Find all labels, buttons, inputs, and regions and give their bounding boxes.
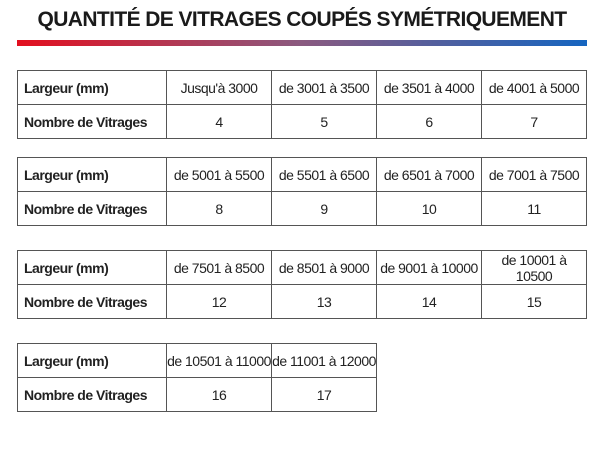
- width-range-cell: de 10501 à 11000: [167, 344, 272, 378]
- width-range-cell: de 9001 à 10000: [377, 251, 482, 285]
- count-cell: 11: [482, 192, 587, 226]
- count-cell: 15: [482, 285, 587, 319]
- width-range-cell: de 3001 à 3500: [272, 71, 377, 105]
- count-cell: 6: [377, 105, 482, 139]
- width-range-cell: de 3501 à 4000: [377, 71, 482, 105]
- width-range-cell: de 7001 à 7500: [482, 158, 587, 192]
- width-range-cell: de 5501 à 6500: [272, 158, 377, 192]
- vitrage-table: [17, 157, 587, 226]
- count-cell: 7: [482, 105, 587, 139]
- count-cell: 5: [272, 105, 377, 139]
- table-row: [18, 71, 587, 105]
- width-range-cell: de 7501 à 8500: [167, 251, 272, 285]
- row-label: Largeur (mm): [18, 71, 167, 105]
- count-cell: 4: [167, 105, 272, 139]
- width-range-cell: de 6501 à 7000: [377, 158, 482, 192]
- vitrage-table: [17, 343, 377, 412]
- width-range-cell: de 11001 à 12000: [272, 344, 377, 378]
- count-cell: 17: [272, 378, 377, 412]
- row-label: Nombre de Vitrages: [18, 105, 167, 139]
- row-label: Nombre de Vitrages: [18, 285, 167, 319]
- count-cell: 16: [167, 378, 272, 412]
- row-label: Nombre de Vitrages: [18, 192, 167, 226]
- count-cell: 9: [272, 192, 377, 226]
- table-row: [18, 378, 377, 412]
- table-row: [18, 251, 587, 285]
- row-label: Nombre de Vitrages: [18, 378, 167, 412]
- vitrage-table: [17, 70, 587, 139]
- table-row: [18, 344, 377, 378]
- count-cell: 12: [167, 285, 272, 319]
- row-label: Largeur (mm): [18, 344, 167, 378]
- table-row: [18, 158, 587, 192]
- width-range-cell: de 4001 à 5000: [482, 71, 587, 105]
- row-label: Largeur (mm): [18, 158, 167, 192]
- count-cell: 8: [167, 192, 272, 226]
- width-range-cell: Jusqu'à 3000: [167, 71, 272, 105]
- table-row: [18, 285, 587, 319]
- count-cell: 10: [377, 192, 482, 226]
- width-range-cell: de 10001 à 10500: [482, 251, 587, 285]
- width-range-cell: de 5001 à 5500: [167, 158, 272, 192]
- vitrage-table: [17, 250, 587, 319]
- table-row: [18, 192, 587, 226]
- gradient-divider: [17, 40, 587, 46]
- count-cell: 13: [272, 285, 377, 319]
- page-title: QUANTITÉ DE VITRAGES COUPÉS SYMÉTRIQUEMENT: [37, 8, 567, 31]
- row-label: Largeur (mm): [18, 251, 167, 285]
- width-range-cell: de 8501 à 9000: [272, 251, 377, 285]
- count-cell: 14: [377, 285, 482, 319]
- table-row: [18, 105, 587, 139]
